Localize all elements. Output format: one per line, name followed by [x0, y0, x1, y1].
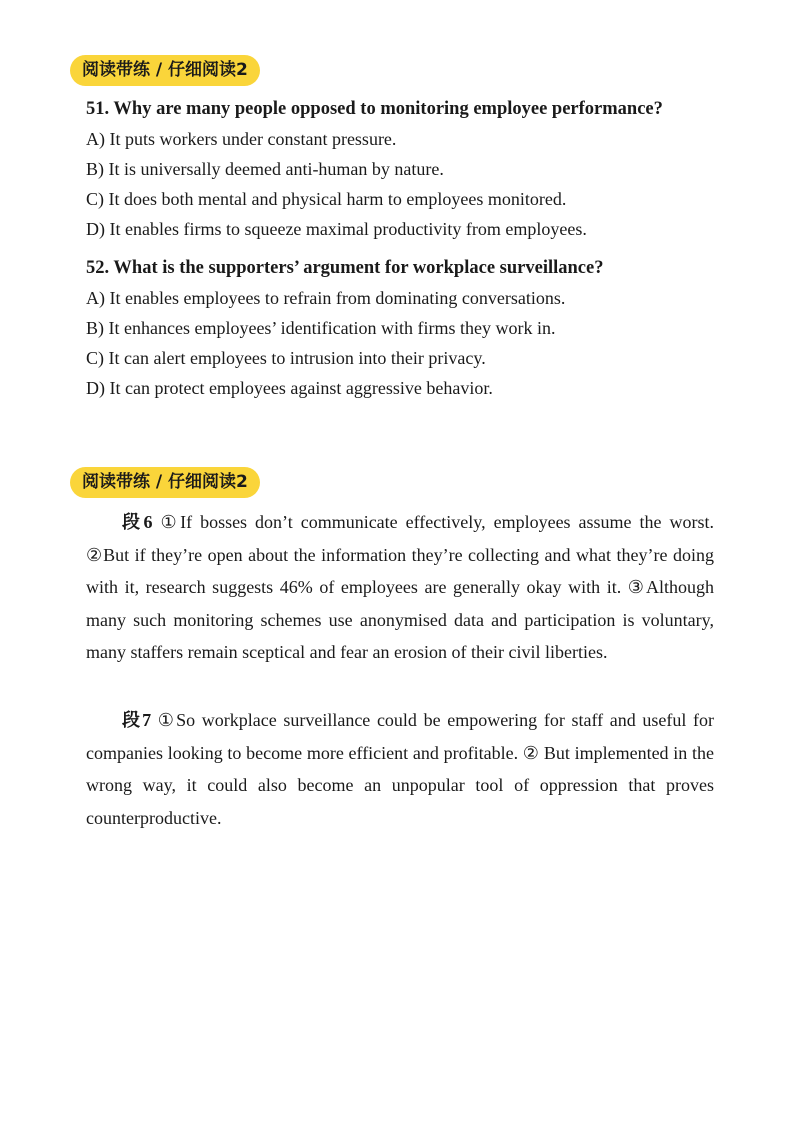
- paragraph-7: [86, 704, 714, 834]
- option-d: D) It enables firms to squeeze maximal productivity from employees.: [86, 219, 587, 239]
- question-52: [86, 253, 726, 403]
- question-51: [86, 94, 726, 244]
- option-d: D) It can protect employees against aggressive behavior.: [86, 378, 493, 398]
- paragraph-text: ①So workplace surveillance could be empowering for staff and useful for companies looking to become more efficient and profitable. ② But implemented in the wrong way, it could also become an unpopular tool of oppression that proves counterproductive.: [86, 710, 715, 828]
- paragraph-label: 段7: [122, 710, 152, 730]
- option-c: C) It can alert employees to intrusion into their privacy.: [86, 348, 486, 368]
- question-stem: 51. Why are many people opposed to monitoring employee performance?: [86, 99, 663, 119]
- question-stem: 52. What is the supporters’ argument for workplace surveillance?: [86, 258, 604, 278]
- paragraph-6: [86, 506, 714, 669]
- paragraph-label: 段6: [122, 512, 153, 532]
- paragraph-text: ①If bosses don’t communicate effectively, employees assume the worst. ②But if they’re open about the information they’re collecting and what they’re doing with it, research suggests 46% of employees are generally okay with it. ③Although many such monitoring schemes use anonymised data and participation is voluntary, many staffers remain sceptical and fear an erosion of their civil liberties.: [86, 512, 714, 662]
- option-a: A) It enables employees to refrain from dominating conversations.: [86, 288, 566, 308]
- option-a: A) It puts workers under constant pressure.: [86, 129, 397, 149]
- section-tag: 阅读带练 / 仔细阅读2: [70, 467, 260, 498]
- option-c: C) It does both mental and physical harm to employees monitored.: [86, 189, 567, 209]
- section-tag: 阅读带练 / 仔细阅读2: [70, 55, 260, 86]
- option-b: B) It is universally deemed anti-human by nature.: [86, 159, 444, 179]
- option-b: B) It enhances employees’ identification with firms they work in.: [86, 318, 556, 338]
